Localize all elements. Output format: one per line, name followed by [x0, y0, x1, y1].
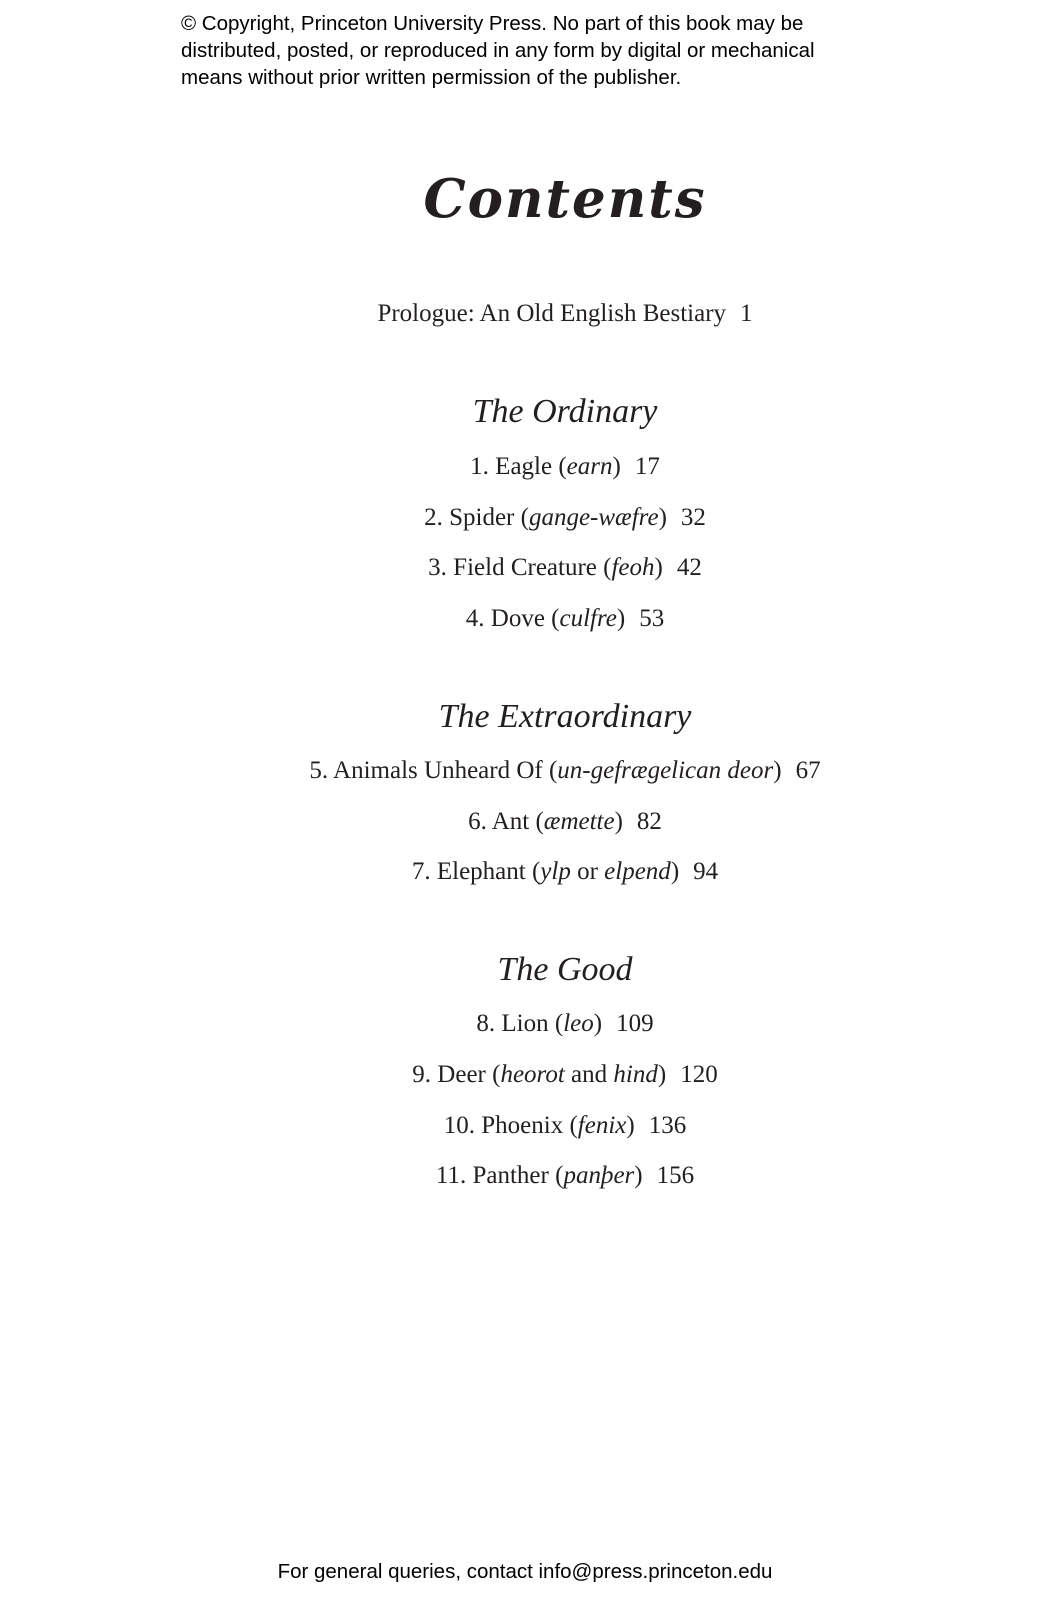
toc-page-number: 1 — [740, 300, 753, 327]
toc-page-number: 82 — [636, 808, 662, 835]
toc-term: æmette — [543, 808, 615, 835]
toc-term: hind — [613, 1061, 658, 1088]
toc-number: 11. — [435, 1162, 467, 1189]
toc-term: culfre — [559, 605, 617, 632]
toc-entry[interactable]: 1. Eagle (earn) 17 — [470, 453, 660, 480]
toc-number: 7. — [411, 858, 431, 885]
toc-entry[interactable]: 9. Deer (heorot and hind) 120 — [412, 1061, 718, 1088]
toc-number: 5. — [309, 757, 329, 784]
toc-number: 3. — [428, 554, 447, 581]
toc-entry[interactable]: 6. Ant (æmette) 82 — [468, 808, 662, 835]
toc-number: 9. — [412, 1061, 432, 1088]
toc-entry[interactable]: 10. Phoenix (fenix) 136 — [443, 1112, 687, 1139]
toc-number: 6. — [468, 808, 487, 835]
toc-name: Eagle — [495, 453, 553, 480]
toc-page-number: 94 — [693, 858, 719, 885]
toc-entry[interactable]: 8. Lion (leo) 109 — [476, 1010, 654, 1037]
toc-joiner: or — [577, 858, 598, 885]
toc-name: Lion — [501, 1010, 549, 1037]
toc-entry[interactable]: 7. Elephant (ylp or elpend) 94 — [411, 858, 719, 885]
toc-name: Deer — [437, 1061, 486, 1088]
toc-page-number: 42 — [676, 554, 702, 581]
toc-name: Spider — [449, 504, 515, 531]
toc-entry[interactable]: 11. Panther (panþer) 156 — [435, 1162, 695, 1189]
toc-number: 1. — [470, 453, 489, 480]
toc-number: 8. — [476, 1010, 496, 1037]
page-title: Contents — [423, 168, 707, 230]
toc-entry[interactable]: 2. Spider (gange-wæfre) 32 — [424, 504, 706, 531]
copyright-notice — [181, 10, 941, 91]
toc-name: Dove — [490, 605, 545, 632]
toc-label: Prologue: An Old English Bestiary — [377, 300, 727, 327]
toc-term: fenix — [577, 1112, 627, 1139]
toc-term: elpend — [604, 858, 671, 885]
toc-name: Phoenix — [481, 1112, 564, 1139]
toc-name: Panther — [472, 1162, 549, 1189]
copyright-line: means without prior written permission of the publisher. — [181, 66, 682, 89]
toc-entry[interactable]: 5. Animals Unheard Of (un-gefrægelican deor) 67 — [309, 757, 821, 784]
toc-term: earn — [566, 453, 613, 480]
toc-page-number: 53 — [639, 605, 665, 632]
section-heading-good: The Good — [497, 951, 633, 988]
toc-entry[interactable]: 3. Field Creature (feoh) 42 — [428, 554, 702, 581]
copyright-line: distributed, posted, or reproduced in any form by digital or mechanical — [181, 39, 815, 62]
toc-name: Field Creature — [453, 554, 597, 581]
toc-term: panþer — [563, 1162, 635, 1189]
toc-term: feoh — [611, 554, 655, 581]
toc-name: Ant — [491, 808, 530, 835]
toc-page-number: 67 — [795, 757, 821, 784]
toc-prologue[interactable] — [0, 300, 1050, 328]
copyright-line: © Copyright, Princeton University Press. No part of this book may be — [181, 12, 804, 35]
toc-number: 10. — [443, 1112, 476, 1139]
toc-page-number: 17 — [634, 453, 660, 480]
toc-page-number: 109 — [616, 1010, 654, 1037]
toc-page-number: 156 — [656, 1162, 695, 1189]
toc-term: un-gefrægelican deor — [557, 757, 774, 784]
toc-term: gange-wæfre — [528, 504, 659, 531]
toc-entry[interactable]: 4. Dove (culfre) 53 — [465, 605, 665, 632]
toc-page-number: 32 — [680, 504, 706, 531]
toc-term: leo — [563, 1010, 594, 1037]
toc-number: 2. — [424, 504, 443, 531]
footer-contact: For general queries, contact info@press.princeton.edu — [277, 1560, 773, 1583]
toc-term: heorot — [500, 1061, 565, 1088]
toc-name: Animals Unheard Of — [333, 757, 543, 784]
toc-number: 4. — [465, 605, 485, 632]
toc-joiner: and — [571, 1061, 608, 1088]
section-heading-extraordinary: The Extraordinary — [438, 698, 692, 735]
section-heading-ordinary: The Ordinary — [472, 393, 658, 430]
toc-page-number: 120 — [680, 1061, 718, 1088]
toc-name: Elephant — [436, 858, 526, 885]
toc-term: ylp — [540, 858, 571, 885]
toc-page-number: 136 — [648, 1112, 687, 1139]
